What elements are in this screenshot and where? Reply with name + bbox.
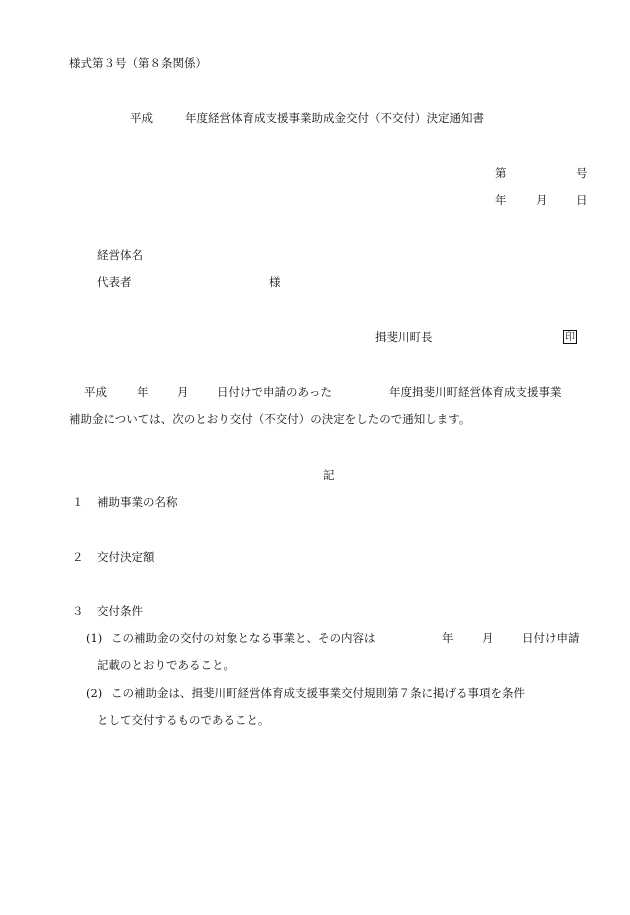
body-line1-tail: 年度揖斐川町経営体育成支援事業: [389, 385, 562, 399]
condition-1-line2: 記載のとおりであること。: [97, 658, 235, 672]
date-year-label: 年: [495, 193, 507, 207]
item-2-number: ２: [72, 550, 84, 564]
condition-2-line2: として交付するものであること。: [97, 713, 270, 727]
doc-number-prefix: 第: [495, 166, 507, 180]
doc-number-suffix: 号: [576, 166, 588, 180]
condition-2-number: (2): [86, 686, 103, 700]
condition-1-number: (1): [86, 631, 103, 645]
item-1-number: １: [72, 495, 84, 509]
document-title: 年度経営体育成支援事業助成金交付（不交付）決定通知書: [185, 111, 484, 125]
body-month-label: 月: [177, 385, 189, 399]
body-era: 平成: [84, 385, 107, 399]
condition-2-line1: この補助金は、揖斐川町経営体育成支援事業交付規則第７条に掲げる事項を条件: [111, 686, 525, 700]
date-day-label: 日: [576, 193, 588, 207]
condition-1-text-b: 日付け申請: [522, 631, 580, 645]
condition-1-month: 月: [482, 631, 494, 645]
condition-1-year: 年: [442, 631, 454, 645]
body-line2: 補助金については、次のとおり交付（不交付）の決定をしたので通知します。: [69, 412, 471, 426]
title-era: 平成: [130, 111, 153, 125]
recipient-honorific: 様: [269, 275, 281, 289]
form-number: 様式第３号（第８条関係）: [69, 56, 207, 70]
item-3-label: 交付条件: [97, 604, 143, 618]
issuer-title: 揖斐川町長: [375, 330, 433, 344]
recipient-name-label: 経営体名: [97, 248, 143, 262]
date-month-label: 月: [536, 193, 548, 207]
seal-mark: 印: [565, 332, 575, 343]
ki-heading: 記: [323, 468, 335, 482]
body-year-label: 年: [137, 385, 149, 399]
item-2-label: 交付決定額: [97, 550, 155, 564]
item-1-label: 補助事業の名称: [97, 495, 178, 509]
body-date-suffix: 日付けで申請のあった: [217, 385, 332, 399]
item-3-number: ３: [72, 604, 84, 618]
condition-1-text-a: この補助金の交付の対象となる事業と、その内容は: [111, 631, 376, 645]
recipient-rep-label: 代表者: [97, 275, 132, 289]
